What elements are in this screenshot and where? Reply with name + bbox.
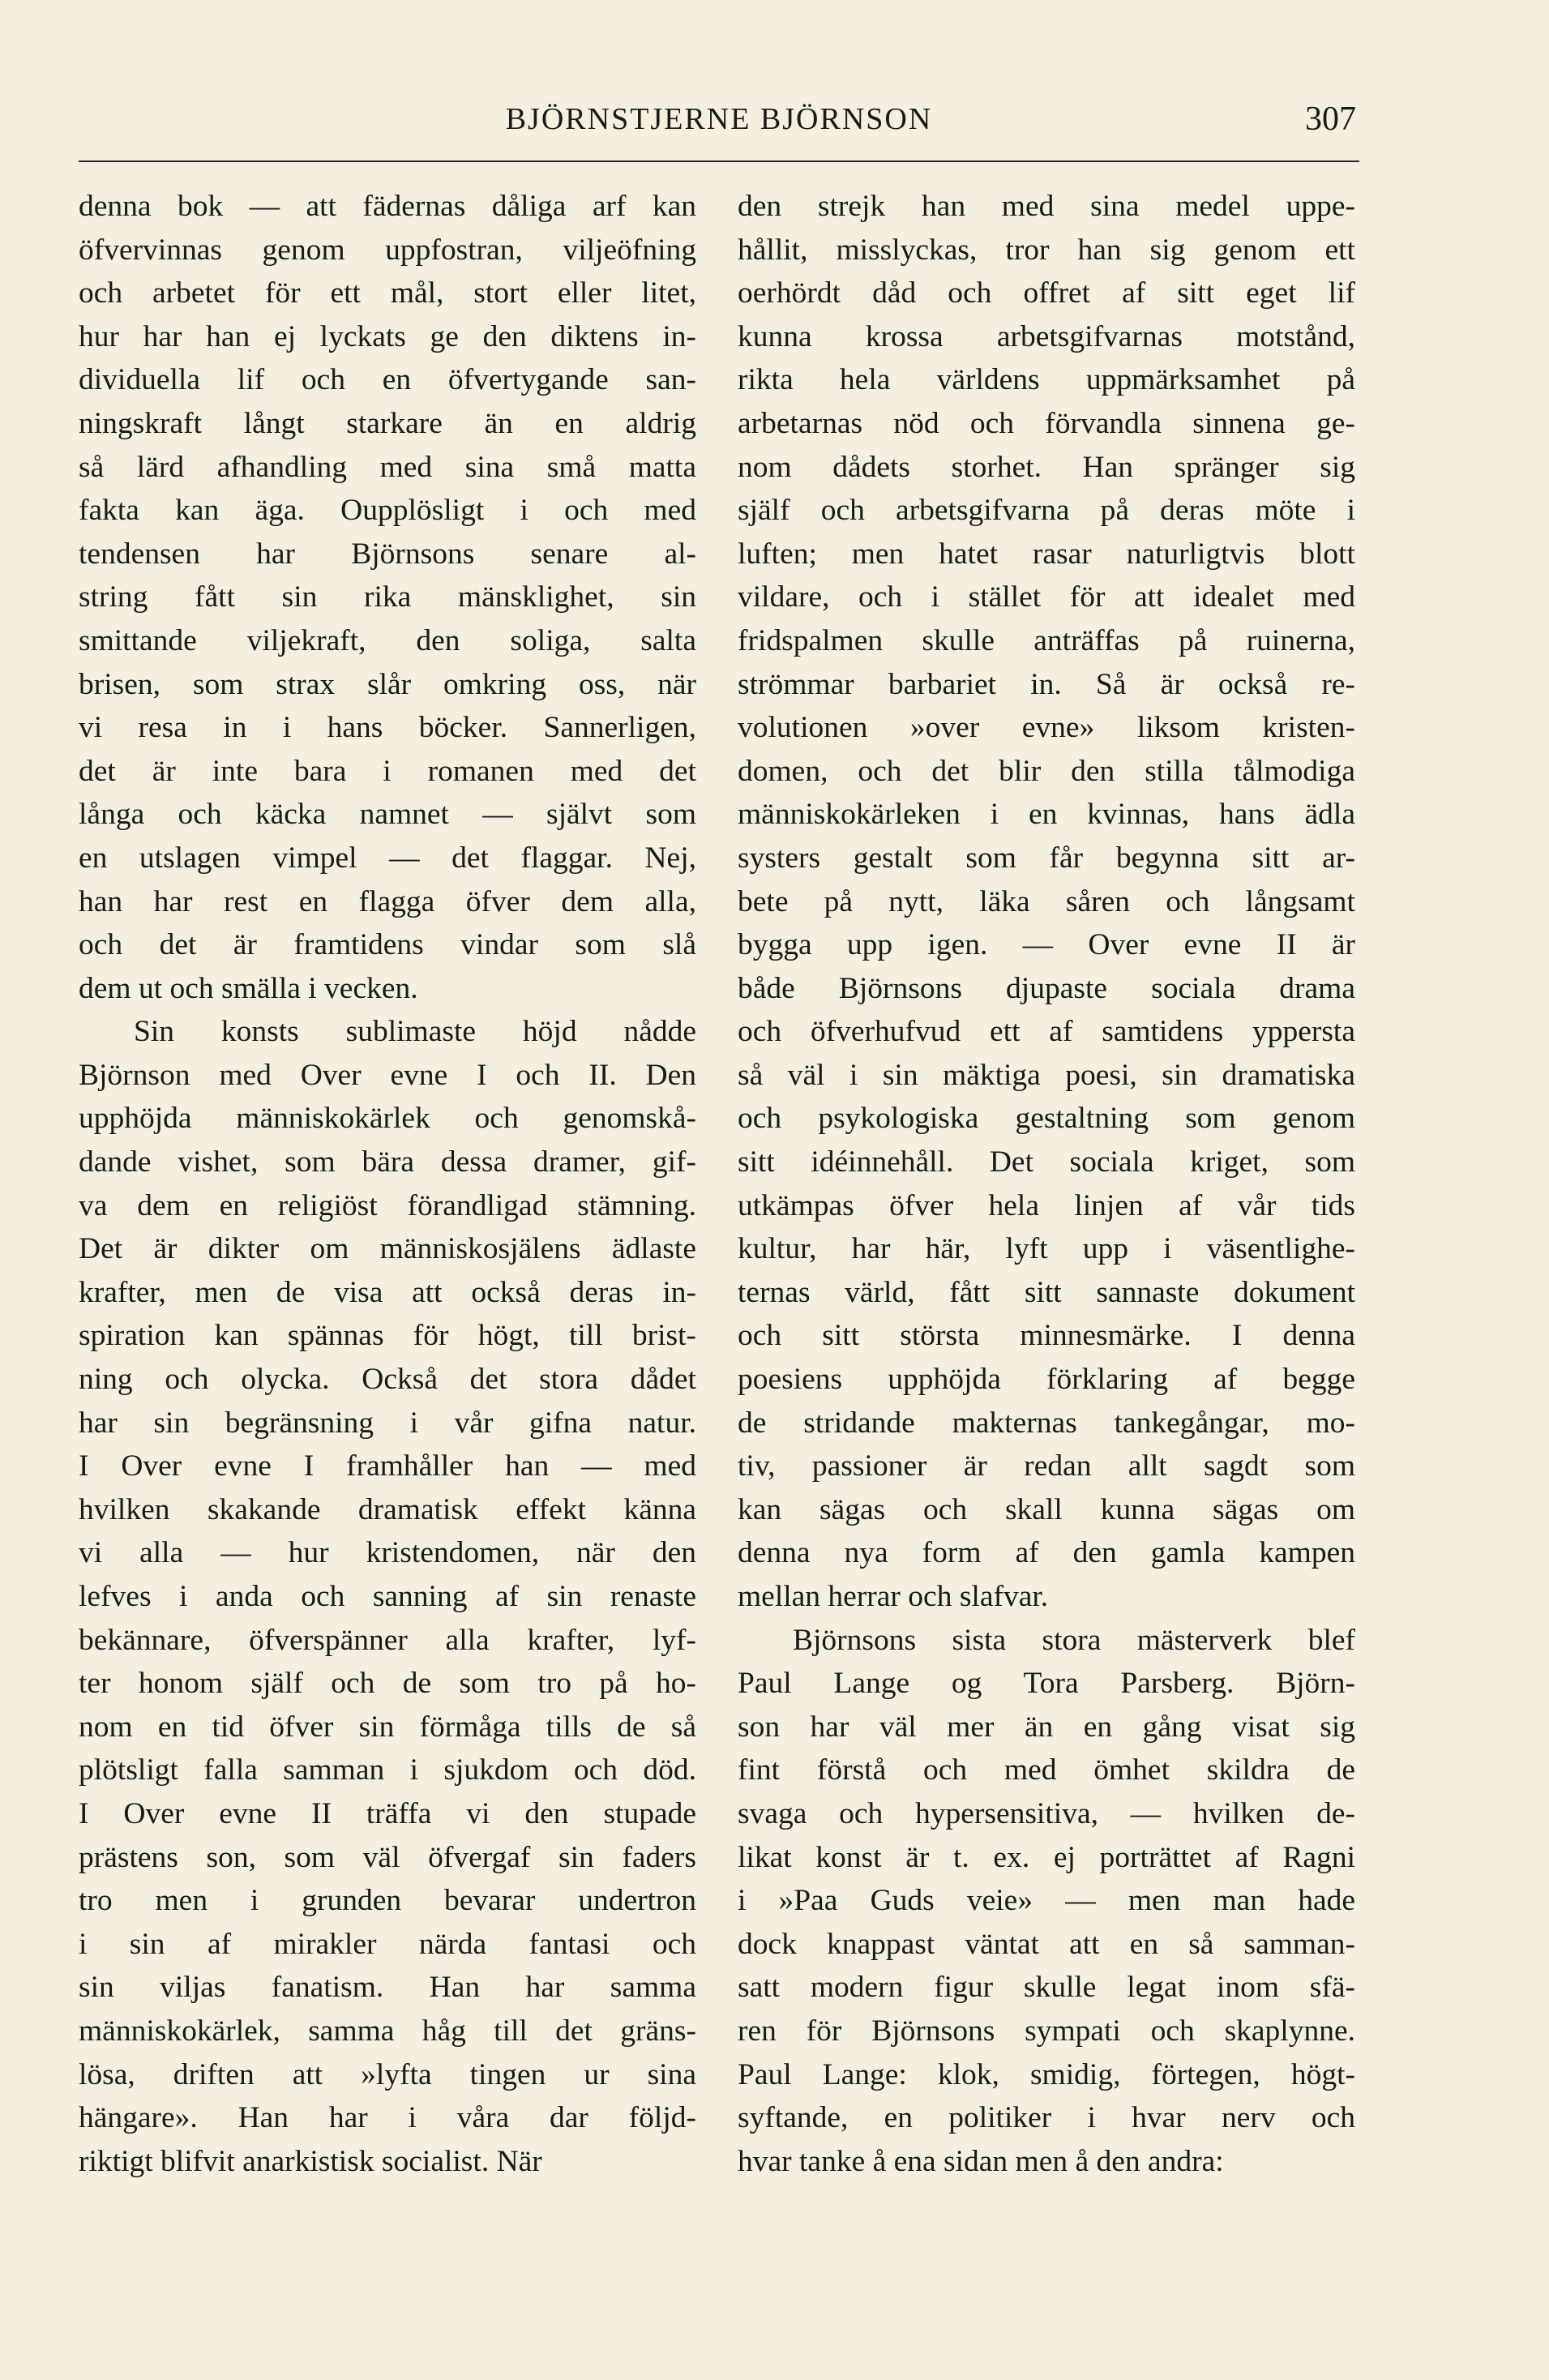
text-line: vi resa in i hans böcker. Sannerligen,	[79, 711, 696, 745]
text-line: ternas värld, fått sitt sannaste dokument	[738, 1275, 1355, 1309]
text-line: nom dådets storhet. Han spränger sig	[738, 450, 1355, 484]
text-line: riktigt blifvit anarkistisk socialist. När	[79, 2144, 542, 2178]
text-line: de stridande makternas tankegångar, mo-	[738, 1406, 1355, 1440]
text-line: och öfverhufvud ett af samtidens yppersta	[738, 1015, 1355, 1049]
text-line: ren för Björnsons sympati och skaplynne.	[738, 2014, 1355, 2048]
text-line: ter honom själf och de som tro på ho-	[79, 1667, 696, 1701]
text-line: bekännare, öfverspänner alla krafter, lyf-	[79, 1623, 696, 1657]
text-line: har sin begränsning i vår gifna natur.	[79, 1406, 696, 1440]
text-line: I Over evne II träffa vi den stupade	[79, 1796, 696, 1830]
text-line: själf och arbetsgifvarna på deras möte i	[738, 494, 1355, 528]
text-line: dande vishet, som bära dessa dramer, gif-	[79, 1145, 696, 1179]
text-line: sitt idéinnehåll. Det sociala kriget, som	[738, 1145, 1355, 1179]
text-line: den strejk han med sina medel uppe-	[738, 190, 1355, 223]
text-line: denna bok — att fädernas dåliga arf kan	[79, 190, 696, 223]
text-line: vi alla — hur kristendomen, när den	[79, 1536, 696, 1570]
text-line: och sitt största minnesmärke. I denna	[738, 1319, 1355, 1353]
text-line: Björnson med Over evne I och II. Den	[79, 1058, 696, 1092]
text-line: plötsligt falla samman i sjukdom och död.	[79, 1753, 696, 1787]
text-line: bete på nytt, läka såren och långsamt	[738, 884, 1355, 918]
text-line: upphöjda människokärlek och genomskå-	[79, 1102, 696, 1136]
text-line: så lärd afhandling med sina små matta	[79, 450, 696, 484]
text-line: I Over evne I framhåller han — med	[79, 1449, 696, 1483]
text-line: tendensen har Björnsons senare al-	[79, 537, 696, 571]
text-line: människokärlek, samma håg till det gräns-	[79, 2014, 696, 2048]
text-line: Paul Lange: klok, smidig, förtegen, högt-	[738, 2057, 1355, 2091]
text-line: långa och käcka namnet — självt som	[79, 798, 696, 832]
running-header	[79, 96, 1359, 162]
text-line: så väl i sin mäktiga poesi, sin dramatiska	[738, 1058, 1355, 1092]
text-line: utkämpas öfver hela linjen af vår tids	[738, 1188, 1355, 1222]
text-line: hur har han ej lyckats ge den diktens in-	[79, 319, 696, 353]
right-text-column	[738, 185, 1355, 2183]
text-line: hvar tanke å ena sidan men å den andra:	[738, 2144, 1224, 2178]
text-line: Det är dikter om människosjälens ädlaste	[79, 1232, 696, 1266]
text-line: bygga upp igen. — Over evne II är	[738, 928, 1355, 962]
text-line: en utslagen vimpel — det flaggar. Nej,	[79, 841, 696, 875]
text-line: människokärleken i en kvinnas, hans ädla	[738, 798, 1355, 832]
text-line: lösa, driften att »lyfta tingen ur sina	[79, 2057, 696, 2091]
text-line: likat konst är t. ex. ej porträttet af Ragni	[738, 1840, 1355, 1874]
text-line: lefves i anda och sanning af sin renaste	[79, 1580, 696, 1613]
text-line: mellan herrar och slafvar.	[738, 1580, 1049, 1613]
text-line: hvilken skakande dramatisk effekt känna	[79, 1492, 696, 1526]
text-line: dividuella lif och en öfvertygande san-	[79, 363, 696, 397]
text-line: strömmar barbariet in. Så är också re-	[738, 667, 1355, 701]
text-line: satt modern figur skulle legat inom sfä-	[738, 1971, 1355, 2005]
text-line: fridspalmen skulle anträffas på ruinerna,	[738, 623, 1355, 657]
running-title: BJÖRNSTJERNE BJÖRNSON	[505, 102, 933, 136]
text-line: syftande, en politiker i hvar nerv och	[738, 2101, 1355, 2135]
text-line: arbetarnas nöd och förvandla sinnena ge-	[738, 406, 1355, 440]
text-line: hållit, misslyckas, tror han sig genom ett	[738, 233, 1355, 267]
text-line: och arbetet för ett mål, stort eller litet,	[79, 276, 696, 310]
text-line: ningskraft långt starkare än en aldrig	[79, 406, 696, 440]
text-line: kan sägas och skall kunna sägas om	[738, 1492, 1355, 1526]
text-line: tro men i grunden bevarar undertron	[79, 1884, 696, 1918]
text-line: han har rest en flagga öfver dem alla,	[79, 884, 696, 918]
text-line: i »Paa Guds veie» — men man hade	[738, 1884, 1355, 1918]
text-line: svaga och hypersensitiva, — hvilken de-	[738, 1796, 1355, 1830]
text-line: det är inte bara i romanen med det	[79, 754, 696, 788]
text-line: volutionen »over evne» liksom kristen-	[738, 711, 1355, 745]
text-line: kunna krossa arbetsgifvarnas motstånd,	[738, 319, 1355, 353]
text-line: sin viljas fanatism. Han har samma	[79, 1971, 696, 2005]
text-line: och det är framtidens vindar som slå	[79, 928, 696, 962]
text-line: domen, och det blir den stilla tålmodiga	[738, 754, 1355, 788]
text-line: Paul Lange og Tora Parsberg. Björn-	[738, 1667, 1355, 1701]
text-line: nom en tid öfver sin förmåga tills de så	[79, 1710, 696, 1744]
text-line: och psykologiska gestaltning som genom	[738, 1102, 1355, 1136]
text-line: smittande viljekraft, den soliga, salta	[79, 623, 696, 657]
text-line: krafter, men de visa att också deras in-	[79, 1275, 696, 1309]
text-line: string fått sin rika mänsklighet, sin	[79, 580, 696, 614]
text-line: brisen, som strax slår omkring oss, när	[79, 667, 696, 701]
text-line: rikta hela världens uppmärksamhet på	[738, 363, 1355, 397]
text-line: denna nya form af den gamla kampen	[738, 1536, 1355, 1570]
text-line: hängare». Han har i våra dar följd-	[79, 2101, 696, 2135]
text-line: son har väl mer än en gång visat sig	[738, 1710, 1355, 1744]
text-line: i sin af mirakler närda fantasi och	[79, 1927, 696, 1961]
text-line: systers gestalt som får begynna sitt ar-	[738, 841, 1355, 875]
text-line: tiv, passioner är redan allt sagdt som	[738, 1449, 1355, 1483]
text-line: prästens son, som väl öfvergaf sin faders	[79, 1840, 696, 1874]
text-line: kultur, har här, lyft upp i väsentlighe-	[738, 1232, 1355, 1266]
text-line: vildare, och i stället för att idealet med	[738, 580, 1355, 614]
text-line: fakta kan äga. Oupplösligt i och med	[79, 494, 696, 528]
text-line: ning och olycka. Också det stora dådet	[79, 1363, 696, 1397]
text-line: spiration kan spännas för högt, till brist-	[79, 1319, 696, 1353]
text-line: dem ut och smälla i vecken.	[79, 971, 418, 1005]
text-line: både Björnsons djupaste sociala drama	[738, 971, 1355, 1005]
text-line: fint förstå och med ömhet skildra de	[738, 1753, 1355, 1787]
text-line: poesiens upphöjda förklaring af begge	[738, 1363, 1355, 1397]
left-text-column	[79, 185, 696, 2183]
text-line: Sin konsts sublimaste höjd nådde	[134, 1015, 696, 1049]
text-line: öfvervinnas genom uppfostran, viljeöfning	[79, 233, 696, 267]
text-line: va dem en religiöst förandligad stämning.	[79, 1188, 696, 1222]
text-line: Björnsons sista stora mästerverk blef	[793, 1623, 1355, 1657]
text-line: luften; men hatet rasar naturligtvis blott	[738, 537, 1355, 571]
page-number: 307	[1305, 101, 1356, 138]
text-line: dock knappast väntat att en så samman-	[738, 1927, 1355, 1961]
text-line: oerhördt dåd och offret af sitt eget lif	[738, 276, 1355, 310]
